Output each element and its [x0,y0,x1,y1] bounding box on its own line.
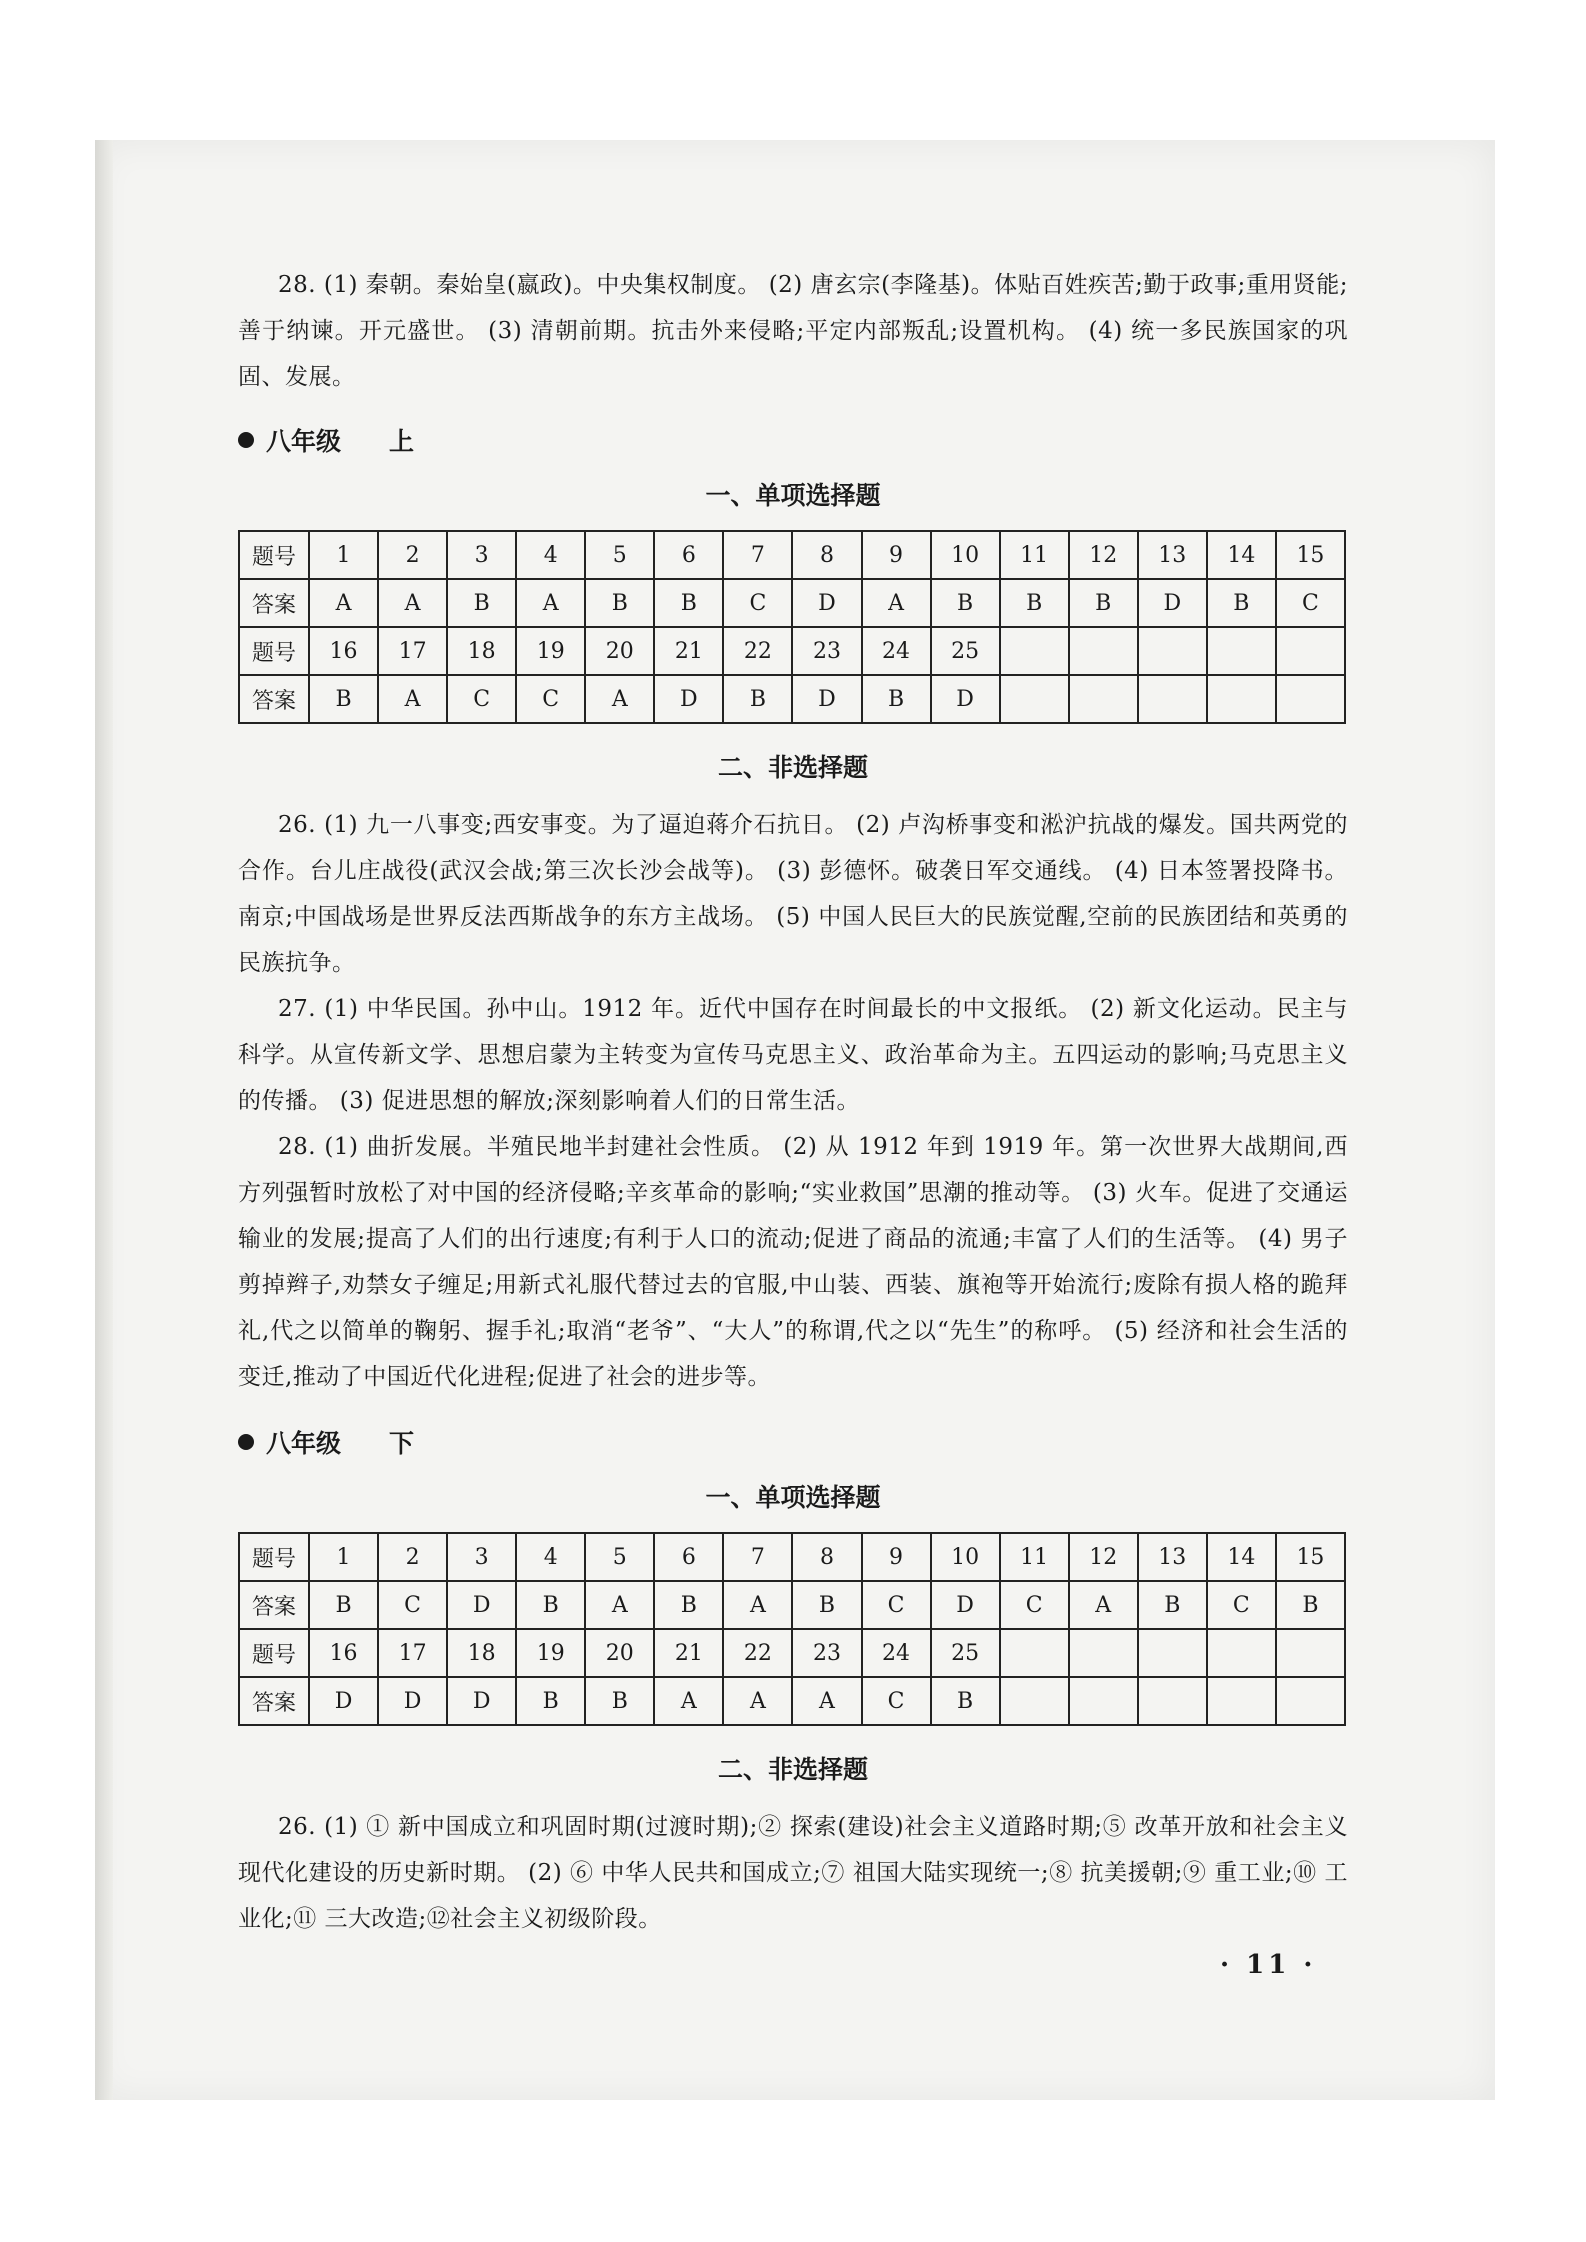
answer-table-8-up [238,530,1346,724]
table-cell [1207,627,1276,675]
section-title-nonchoice: 二、非选择题 [717,753,868,782]
table-cell [1000,1629,1069,1677]
table-cell: 17 [378,1629,447,1677]
bullet-icon [238,432,254,448]
table-cell: B [1069,579,1138,627]
table-cell: 20 [585,1629,654,1677]
table-cell: 16 [309,627,378,675]
table-cell: D [931,675,1000,723]
table-cell [1138,627,1207,675]
table-cell: B [1207,579,1276,627]
table-cell [1138,1629,1207,1677]
paragraph-q26-down: 26. (1) ① 新中国成立和巩固时期(过渡时期);② 探索(建设)社会主义道路时期;⑤ 改革开放和社会主义现代化建设的历史新时期。 (2) ⑥ 中华人民共和国成立;⑦ 祖国大陆实现统一;⑧ 抗美援朝;⑨ 重工业;⑩ 工业化;⑪ 三大改造;⑫社会主义初级阶段。 [238,1814,1348,1932]
table-cell: C [447,675,516,723]
table-cell [1138,675,1207,723]
table-cell: C [723,579,792,627]
table-cell [1069,627,1138,675]
table-cell: 23 [792,627,861,675]
row-label: 答案 [239,675,309,723]
table-cell: 24 [862,1629,931,1677]
table-cell: A [723,1677,792,1725]
table-cell: B [654,1581,723,1629]
table-cell: 21 [654,627,723,675]
table-cell: A [792,1677,861,1725]
table-cell: B [792,1581,861,1629]
table-cell: 25 [931,627,1000,675]
table-cell: B [516,1581,585,1629]
table-cell: 18 [447,1629,516,1677]
table-cell: B [1138,1581,1207,1629]
table-cell: B [447,579,516,627]
table-cell: C [1207,1581,1276,1629]
question-row [239,1629,1345,1677]
table-cell: B [654,579,723,627]
table-cell: 10 [931,1533,1000,1581]
page-binding-edge [95,140,113,2100]
table-cell: 1 [309,531,378,579]
table-cell: A [516,579,585,627]
table-cell: C [862,1581,931,1629]
table-cell: B [862,675,931,723]
table-cell: 8 [792,1533,861,1581]
paragraph-q28: 28. (1) 曲折发展。半殖民地半封建社会性质。 (2) 从 1912 年到 1919 年。第一次世界大战期间,西方列强暂时放松了对中国的经济侵略;辛亥革命的影响;“实业救国”思潮的推动等。 (3) 火车。促进了交通运输业的发展;提高了人们的出行速度;有利于人口的流动;促进了商品的流通;丰富了人们的生活等。 (4) 男子剪掉辫子,劝禁女子缠足;用新式礼服代替过去的官服,中山装、西装、旗袍等开始流行;废除有损人格的跪拜礼,代之以简单的鞠躬、握手礼;取消“老爷”、“大人”的称谓,代之以“先生”的称呼。 (5) 经济和社会生活的变迁,推动了中国近代化进程;促进了社会的进步等。 [238,1134,1348,1390]
table-cell: 13 [1138,1533,1207,1581]
grade-heading-8-up [238,418,1348,462]
answer-row [239,675,1345,723]
table-cell: 16 [309,1629,378,1677]
table-cell: B [309,1581,378,1629]
paragraph-q28-top: 28. (1) 秦朝。秦始皇(嬴政)。中央集权制度。 (2) 唐玄宗(李隆基)。体贴百姓疾苦;勤于政事;重用贤能;善于纳谏。开元盛世。 (3) 清朝前期。抗击外来侵略;平定内部叛乱;设置机构。 (4) 统一多民族国家的巩固、发展。 [238,272,1348,390]
row-label: 答案 [239,1677,309,1725]
table-cell: A [309,579,378,627]
table-cell: 12 [1069,1533,1138,1581]
table-cell [1207,675,1276,723]
table-cell: B [585,1677,654,1725]
row-label: 答案 [239,579,309,627]
table-cell: 10 [931,531,1000,579]
table-cell: 7 [723,531,792,579]
table-cell: A [723,1581,792,1629]
paragraph-q27: 27. (1) 中华民国。孙中山。1912 年。近代中国存在时间最长的中文报纸。 (2) 新文化运动。民主与科学。从宣传新文学、思想启蒙为主转变为宣传马克思主义、政治革命为主。五四运动的影响;马克思主义的传播。 (3) 促进思想的解放;深刻影响着人们的日常生活。 [238,996,1348,1114]
table-cell: 5 [585,531,654,579]
table-cell: 11 [1000,1533,1069,1581]
table-cell: A [862,579,931,627]
table-cell: D [447,1581,516,1629]
table-cell: 22 [723,627,792,675]
table-cell: A [585,1581,654,1629]
table-cell: A [378,579,447,627]
table-cell: B [1000,579,1069,627]
table-cell: A [654,1677,723,1725]
table-cell: D [792,675,861,723]
table-cell: 3 [447,1533,516,1581]
question-row [239,1533,1345,1581]
table-cell [1000,1677,1069,1725]
table-cell: 9 [862,531,931,579]
table-cell: 20 [585,627,654,675]
grade-term: 下 [389,1429,415,1458]
table-cell [1276,627,1345,675]
answer-row [239,1677,1345,1725]
table-cell: 18 [447,627,516,675]
table-cell: 21 [654,1629,723,1677]
section-title-choice: 一、单项选择题 [705,481,881,510]
table-cell: A [585,675,654,723]
table-cell: 6 [654,1533,723,1581]
table-cell: D [309,1677,378,1725]
page-number: · 11 · [1220,1950,1317,1980]
table-cell: A [378,675,447,723]
table-cell [1276,675,1345,723]
table-cell: D [931,1581,1000,1629]
table-cell: 23 [792,1629,861,1677]
answer-row [239,579,1345,627]
table-cell: 2 [378,1533,447,1581]
table-cell: 25 [931,1629,1000,1677]
table-cell: 9 [862,1533,931,1581]
table-cell: 6 [654,531,723,579]
table-cell: 15 [1276,1533,1345,1581]
row-label: 题号 [239,1533,309,1581]
table-cell: A [1069,1581,1138,1629]
answer-table-8-down [238,1532,1346,1726]
table-cell: C [378,1581,447,1629]
question-row [239,531,1345,579]
table-cell: 19 [516,627,585,675]
section-title-nonchoice: 二、非选择题 [717,1755,868,1784]
paragraph-q26: 26. (1) 九一八事变;西安事变。为了逼迫蒋介石抗日。 (2) 卢沟桥事变和淞沪抗战的爆发。国共两党的合作。台儿庄战役(武汉会战;第三次长沙会战等)。 (3) 彭德怀。破袭日军交通线。 (4) 日本签署投降书。南京;中国战场是世界反法西斯战争的东方主战场。 (5) 中国人民巨大的民族觉醒,空前的民族团结和英勇的民族抗争。 [238,812,1348,976]
table-cell: B [309,675,378,723]
row-label: 题号 [239,531,309,579]
table-cell [1000,675,1069,723]
table-cell: B [931,579,1000,627]
table-cell: 19 [516,1629,585,1677]
table-cell: D [792,579,861,627]
table-cell: 5 [585,1533,654,1581]
table-cell: 15 [1276,531,1345,579]
grade-term: 上 [389,427,415,456]
table-cell: 2 [378,531,447,579]
table-cell: C [862,1677,931,1725]
table-cell: B [1276,1581,1345,1629]
table-cell: D [654,675,723,723]
table-cell: 4 [516,1533,585,1581]
table-cell: 1 [309,1533,378,1581]
table-cell: 14 [1207,1533,1276,1581]
table-cell [1000,627,1069,675]
table-cell: 13 [1138,531,1207,579]
table-cell [1207,1629,1276,1677]
table-cell: D [378,1677,447,1725]
grade-label: 八年级 [266,427,342,456]
table-cell: C [1276,579,1345,627]
table-cell: C [516,675,585,723]
table-cell [1069,1677,1138,1725]
table-cell: B [516,1677,585,1725]
grade-heading-8-down [238,1420,1348,1464]
table-cell: D [1138,579,1207,627]
answer-row [239,1581,1345,1629]
table-cell [1276,1629,1345,1677]
table-cell: B [723,675,792,723]
table-cell: 22 [723,1629,792,1677]
table-cell: 12 [1069,531,1138,579]
row-label: 答案 [239,1581,309,1629]
table-cell [1069,1629,1138,1677]
page-content [238,262,1348,1942]
table-cell: 24 [862,627,931,675]
bullet-icon [238,1434,254,1450]
row-label: 题号 [239,1629,309,1677]
table-cell: 14 [1207,531,1276,579]
table-cell: 17 [378,627,447,675]
table-cell: 8 [792,531,861,579]
table-cell [1276,1677,1345,1725]
table-cell [1138,1677,1207,1725]
table-cell: D [447,1677,516,1725]
grade-label: 八年级 [266,1429,342,1458]
table-cell: 11 [1000,531,1069,579]
section-title-choice: 一、单项选择题 [705,1483,881,1512]
table-cell: 4 [516,531,585,579]
table-cell: B [585,579,654,627]
table-cell: 3 [447,531,516,579]
table-cell: B [931,1677,1000,1725]
table-cell [1207,1677,1276,1725]
question-row [239,627,1345,675]
table-cell: C [1000,1581,1069,1629]
table-cell [1069,675,1138,723]
table-cell: 7 [723,1533,792,1581]
row-label: 题号 [239,627,309,675]
